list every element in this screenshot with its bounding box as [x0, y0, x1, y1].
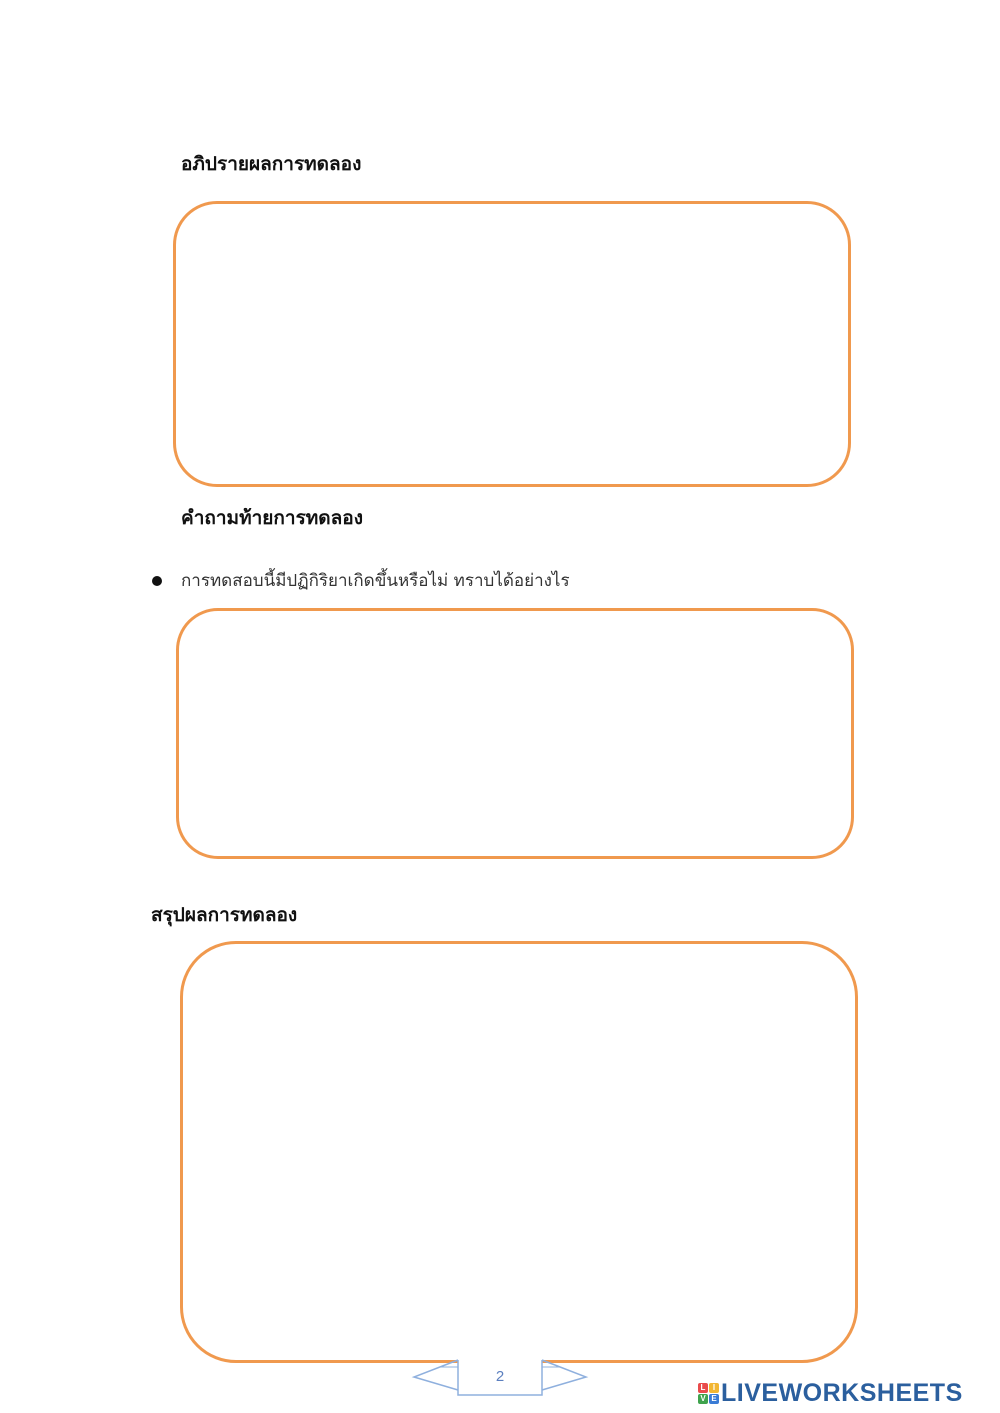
- question-text: การทดสอบนี้มีปฏิกิริยาเกิดขึ้นหรือไม่ ทราบได้อย่างไร: [181, 571, 570, 591]
- brand-logo-letter: E: [709, 1394, 719, 1404]
- conclusion-heading: สรุปผลการทดลอง: [151, 904, 298, 926]
- questions-heading: คำถามท้ายการทดลอง: [181, 507, 363, 529]
- page-number: 2: [495, 1368, 505, 1385]
- brand-logo-letter: L: [698, 1383, 708, 1393]
- brand-text: LIVEWORKSHEETS: [721, 1378, 963, 1407]
- brand-watermark: [698, 1378, 963, 1408]
- brand-logo-letter: V: [698, 1394, 708, 1404]
- brand-logo-letter: I: [709, 1383, 719, 1393]
- discussion-heading: อภิปรายผลการทดลอง: [181, 153, 362, 175]
- question-answer-box[interactable]: [176, 608, 854, 859]
- conclusion-answer-box[interactable]: [180, 941, 858, 1363]
- brand-logo-icon: [698, 1383, 719, 1404]
- bullet-icon: [152, 576, 162, 586]
- discussion-answer-box[interactable]: [173, 201, 851, 487]
